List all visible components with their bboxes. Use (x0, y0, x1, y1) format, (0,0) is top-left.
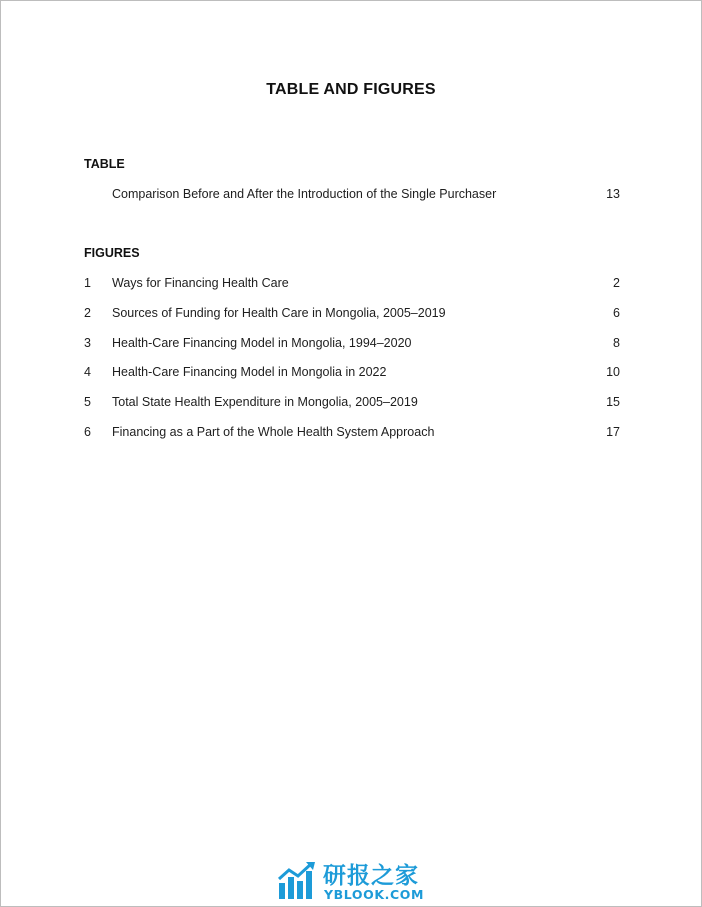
figure-entry-title: Sources of Funding for Health Care in Mongolia, 2005–2019 (112, 306, 446, 320)
figure-entry-number: 1 (84, 276, 91, 290)
figure-entry-5[interactable] (84, 395, 620, 413)
table-entry[interactable] (84, 187, 620, 205)
figure-entry-page: 17 (606, 425, 620, 439)
figure-entry-number: 4 (84, 365, 91, 379)
watermark-name-cn: 研报之家 (323, 863, 419, 889)
figure-entry-title: Ways for Financing Health Care (112, 276, 289, 290)
table-section-heading: TABLE (84, 157, 125, 171)
figure-entry-title: Health-Care Financing Model in Mongolia in 2022 (112, 365, 387, 379)
figure-entry-page: 2 (613, 276, 620, 290)
watermark-domain: YBLOOK.COM (324, 887, 425, 902)
bar-chart-arrow-icon (277, 861, 317, 901)
figure-entry-1[interactable] (84, 276, 620, 294)
figure-entry-3[interactable] (84, 336, 620, 354)
figure-entry-number: 5 (84, 395, 91, 409)
table-entry-page: 13 (606, 187, 620, 201)
figure-entry-4[interactable] (84, 365, 620, 383)
watermark-logo (277, 857, 437, 903)
figure-entry-number: 6 (84, 425, 91, 439)
figure-entry-page: 10 (606, 365, 620, 379)
figure-entry-number: 3 (84, 336, 91, 350)
figure-entry-page: 15 (606, 395, 620, 409)
figures-section-heading: FIGURES (84, 246, 140, 260)
page-title: TABLE AND FIGURES (266, 81, 436, 98)
figure-entry-2[interactable] (84, 306, 620, 324)
figure-entry-number: 2 (84, 306, 91, 320)
figure-entry-page: 8 (613, 336, 620, 350)
table-entry-title: Comparison Before and After the Introduction of the Single Purchaser (112, 187, 497, 201)
figure-entry-title: Total State Health Expenditure in Mongolia, 2005–2019 (112, 395, 418, 409)
figure-entry-6[interactable] (84, 425, 620, 443)
figure-entry-title: Health-Care Financing Model in Mongolia, 1994–2020 (112, 336, 412, 350)
figure-entry-page: 6 (613, 306, 620, 320)
figure-entry-title: Financing as a Part of the Whole Health System Approach (112, 425, 435, 439)
